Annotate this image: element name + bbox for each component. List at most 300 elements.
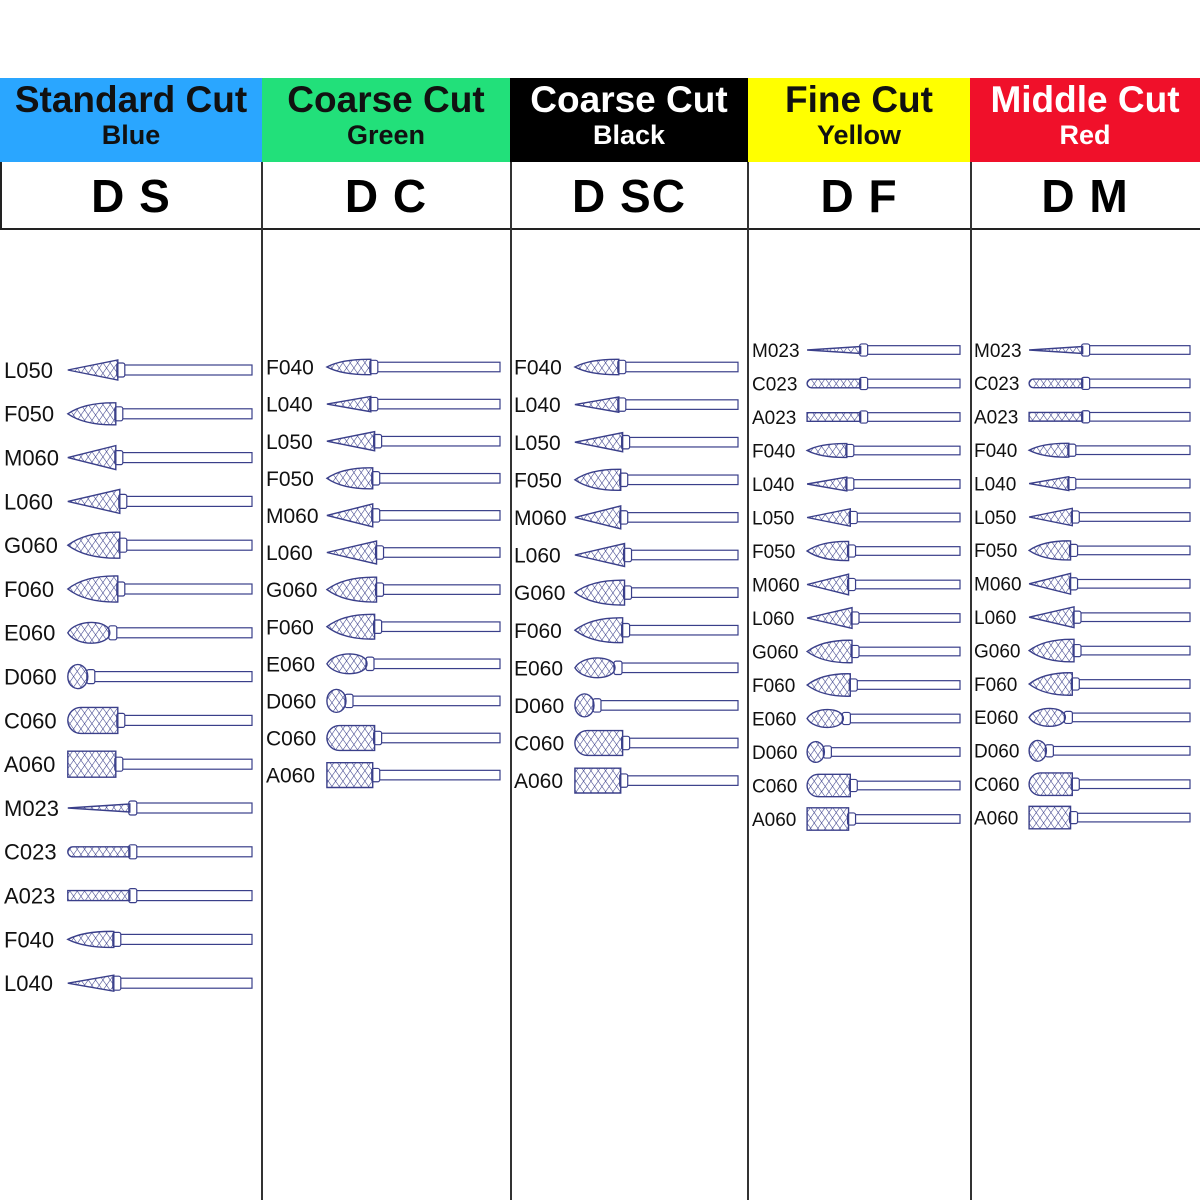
burr-code-label: C023 <box>752 374 798 396</box>
burr-head-crosshatch <box>1029 806 1070 828</box>
burr-code-label: C060 <box>514 732 565 756</box>
burr-head-crosshatch <box>68 403 116 425</box>
burr-head-crosshatch <box>68 622 110 643</box>
burr-code-label: F060 <box>266 616 314 640</box>
burr-item-m060 <box>974 573 1190 595</box>
burr-shank <box>849 714 960 723</box>
burr-code-label: L060 <box>266 542 313 566</box>
burr-item-e060 <box>974 708 1190 729</box>
burr-shank <box>1052 746 1190 755</box>
burr-head-crosshatch <box>1029 379 1083 388</box>
burr-code-label: E060 <box>514 657 564 681</box>
burr-shank <box>629 625 738 635</box>
burr-shank <box>856 781 960 790</box>
color-label: Black <box>592 120 666 150</box>
burr-code-label: G060 <box>266 579 318 603</box>
code-box <box>970 162 1200 230</box>
burr-shank <box>381 733 500 743</box>
burr-head-crosshatch <box>68 446 116 470</box>
burr-head-crosshatch <box>327 468 373 489</box>
burr-shank <box>377 399 500 409</box>
burr-head-crosshatch <box>807 413 861 422</box>
burr-code-label: E060 <box>266 653 316 677</box>
burr-shank <box>124 365 252 375</box>
burr-code-label: F060 <box>514 619 562 643</box>
burr-code-label: L060 <box>4 489 53 515</box>
burr-code-label: E060 <box>974 708 1019 730</box>
burr-item-d060 <box>266 689 500 713</box>
burr-item-m023 <box>4 796 252 821</box>
burr-item-l040 <box>266 394 500 417</box>
burr-item-f060 <box>4 576 252 602</box>
burr-head-crosshatch <box>575 544 625 567</box>
burr-head-crosshatch <box>327 359 371 374</box>
burr-head-crosshatch <box>807 541 848 560</box>
burr-shank <box>1080 613 1190 622</box>
burr-head-crosshatch <box>68 665 88 689</box>
burr-head-crosshatch <box>1029 508 1072 525</box>
burr-shank <box>855 815 960 824</box>
burr-shank <box>136 803 252 813</box>
burr-code-label: F060 <box>4 576 55 602</box>
cut-label: Fine Cut <box>785 79 933 120</box>
column-dsc <box>510 0 748 1200</box>
burr-head-crosshatch <box>575 658 615 678</box>
burr-item-a023 <box>4 884 252 909</box>
burr-head-crosshatch <box>807 710 843 728</box>
burr-shank <box>381 436 500 446</box>
burr-head-crosshatch <box>327 577 377 602</box>
burr-item-c023 <box>4 840 252 865</box>
burr-code-label: F040 <box>4 927 55 953</box>
burr-item-m023 <box>974 341 1190 362</box>
header-df <box>748 78 970 162</box>
burr-code-label: L040 <box>266 393 313 417</box>
cut-label: Standard Cut <box>14 79 248 120</box>
color-label: Yellow <box>816 120 902 150</box>
burr-item-f060 <box>514 618 738 643</box>
column-ds <box>0 0 262 1200</box>
burr-code-label: L050 <box>266 430 313 454</box>
burr-code-label: F040 <box>514 356 562 380</box>
burr-head-crosshatch <box>68 532 120 558</box>
burr-code-label: G060 <box>514 582 566 606</box>
burr-shank <box>629 437 738 447</box>
burr-item-a060 <box>974 806 1190 829</box>
burr-shank <box>122 453 252 463</box>
cut-label: Middle Cut <box>990 79 1180 120</box>
burr-item-e060 <box>266 653 500 676</box>
burr-item-l060 <box>514 544 738 568</box>
burr-item-m023 <box>752 341 960 362</box>
burr-shank <box>855 547 960 556</box>
burr-item-m060 <box>752 574 960 596</box>
burr-shank <box>625 362 738 372</box>
burr-code-label: D060 <box>4 664 57 690</box>
burr-head-crosshatch <box>68 931 114 947</box>
burr-head-crosshatch <box>575 359 619 374</box>
burr-code-label: D060 <box>514 694 565 718</box>
burr-head-crosshatch <box>68 804 130 812</box>
burr-shank <box>126 540 252 550</box>
burr-item-d060 <box>752 742 960 764</box>
burr-code-label: E060 <box>752 709 797 731</box>
burr-shank <box>867 413 960 422</box>
burr-item-f050 <box>974 541 1190 562</box>
burr-item-f060 <box>752 674 960 697</box>
burr-shank <box>379 770 500 780</box>
burr-shank <box>1089 379 1190 388</box>
burr-code-label: C060 <box>266 727 317 751</box>
code-label: D F <box>820 170 898 222</box>
burr-list-df <box>748 300 970 1180</box>
burr-item-g060 <box>752 640 960 663</box>
burr-code-label: E060 <box>4 620 56 646</box>
column-divider <box>970 162 972 1200</box>
burr-item-c060 <box>266 726 500 751</box>
burr-code-label: F050 <box>514 469 562 493</box>
burr-code-label: A060 <box>4 752 56 778</box>
column-divider <box>747 162 749 1200</box>
burr-shank <box>1089 412 1190 421</box>
burr-shank <box>1078 680 1190 689</box>
burr-item-e060 <box>4 621 252 646</box>
burr-diagram <box>970 300 1194 1180</box>
burr-head-crosshatch <box>807 742 824 763</box>
burr-diagram <box>0 300 256 1180</box>
burr-item-a060 <box>514 768 738 793</box>
burr-code-label: F050 <box>974 541 1018 563</box>
burr-shank <box>867 346 960 355</box>
burr-shank <box>867 379 960 388</box>
burr-code-label: L050 <box>752 508 795 530</box>
burr-shank <box>122 759 252 769</box>
burr-head-crosshatch <box>68 489 120 513</box>
burr-code-label: M023 <box>752 340 800 362</box>
burr-head-crosshatch <box>1029 477 1069 491</box>
burr-code-label: L040 <box>4 971 53 997</box>
burr-shank <box>853 446 960 455</box>
burr-item-m060 <box>266 504 500 528</box>
burr-code-label: M060 <box>266 504 319 528</box>
burr-code-label: C023 <box>974 374 1020 396</box>
burr-shank <box>124 715 252 725</box>
burr-shank <box>830 748 960 757</box>
burr-item-f050 <box>752 541 960 562</box>
burr-item-l050 <box>4 358 252 383</box>
burr-item-c060 <box>752 774 960 797</box>
burr-head-crosshatch <box>1029 573 1070 594</box>
burr-shank <box>858 614 960 623</box>
header-dsc <box>510 78 748 162</box>
burr-item-c060 <box>974 773 1190 796</box>
color-label: Blue <box>101 120 161 150</box>
burr-head-crosshatch <box>1029 541 1070 560</box>
burr-item-a060 <box>4 751 252 777</box>
burr-code-label: G060 <box>752 642 799 664</box>
burr-head-crosshatch <box>1029 708 1065 726</box>
burr-code-label: M060 <box>974 574 1022 596</box>
burr-shank <box>627 475 738 485</box>
burr-item-l060 <box>4 489 252 514</box>
burr-diagram <box>262 300 504 1180</box>
burr-code-label: F060 <box>752 675 796 697</box>
column-divider <box>261 162 263 1200</box>
burr-code-label: M060 <box>752 575 800 597</box>
burr-list-dm <box>970 300 1200 1180</box>
burr-item-e060 <box>514 657 738 680</box>
burr-code-label: D060 <box>752 742 798 764</box>
burr-shank <box>631 588 738 598</box>
burr-head-crosshatch <box>807 574 848 595</box>
burr-item-f040 <box>514 357 738 380</box>
burr-item-g060 <box>4 532 252 558</box>
burr-item-g060 <box>974 639 1190 662</box>
burr-shank <box>122 409 252 419</box>
code-label: D SC <box>572 170 686 222</box>
burr-head-crosshatch <box>575 694 594 717</box>
burr-shank <box>1077 579 1190 588</box>
code-label: D C <box>344 170 428 222</box>
burr-head-crosshatch <box>1029 607 1074 628</box>
burr-shank <box>621 663 738 673</box>
burr-head-crosshatch <box>327 689 346 712</box>
burr-item-e060 <box>752 709 960 730</box>
burr-head-crosshatch <box>575 469 621 490</box>
burr-head-crosshatch <box>327 726 375 751</box>
burr-item-f040 <box>4 927 252 952</box>
burr-code-label: F050 <box>752 541 796 563</box>
burr-head-crosshatch <box>807 640 852 663</box>
burr-item-l050 <box>514 432 738 455</box>
burr-code-label: F040 <box>974 441 1018 463</box>
burr-item-m060 <box>4 446 252 471</box>
burr-head-crosshatch <box>807 608 852 629</box>
burr-list-dc <box>262 300 510 1180</box>
burr-head-crosshatch <box>807 444 847 458</box>
burr-head-crosshatch <box>1029 740 1046 761</box>
burr-code-label: M060 <box>514 506 567 530</box>
burr-shank <box>856 513 960 522</box>
burr-code-label: A060 <box>514 770 564 794</box>
burr-shank <box>627 776 738 786</box>
burr-head-crosshatch <box>807 774 850 796</box>
burr-item-l050 <box>752 508 960 529</box>
column-divider <box>510 162 512 1200</box>
burr-diagram <box>748 300 964 1180</box>
burr-code-label: L060 <box>974 608 1017 630</box>
burr-shank <box>856 681 960 690</box>
burr-shank <box>1075 479 1190 488</box>
burr-head-crosshatch <box>575 580 625 605</box>
burr-head-crosshatch <box>575 397 619 412</box>
burr-item-c023 <box>974 374 1190 395</box>
burr-code-label: A060 <box>266 764 316 788</box>
burr-code-label: L040 <box>974 474 1017 496</box>
burr-item-d060 <box>4 665 252 690</box>
cut-label: Coarse Cut <box>530 79 728 120</box>
header-dm <box>970 78 1200 162</box>
burr-shank <box>629 738 738 748</box>
burr-item-d060 <box>514 694 738 718</box>
burr-code-label: A023 <box>4 883 56 909</box>
burr-head-crosshatch <box>68 751 116 777</box>
burr-item-l040 <box>974 474 1190 495</box>
burr-head-crosshatch <box>575 768 621 793</box>
burr-code-label: M060 <box>4 445 60 471</box>
burr-code-label: L050 <box>514 431 561 455</box>
cut-label: Coarse Cut <box>287 79 485 120</box>
burr-item-a023 <box>752 408 960 429</box>
burr-code-label: F050 <box>266 467 314 491</box>
burr-head-crosshatch <box>68 707 118 733</box>
burr-item-l060 <box>974 607 1190 629</box>
burr-code-label: A060 <box>752 809 797 831</box>
burr-shank <box>379 511 500 521</box>
burr-head-crosshatch <box>575 506 621 529</box>
burr-shank <box>136 891 252 901</box>
burr-code-label: F060 <box>974 674 1018 696</box>
burr-item-l040 <box>514 394 738 417</box>
column-dm <box>970 0 1200 1200</box>
burr-head-crosshatch <box>1029 443 1069 457</box>
burr-code-label: F040 <box>752 441 796 463</box>
burr-head-crosshatch <box>327 396 371 411</box>
burr-head-crosshatch <box>575 731 623 756</box>
code-box <box>262 162 510 230</box>
burr-head-crosshatch <box>68 360 118 380</box>
burr-item-f050 <box>4 402 252 427</box>
burr-shank <box>625 400 738 410</box>
burr-shank <box>1078 780 1190 789</box>
burr-code-label: C060 <box>4 708 57 734</box>
burr-item-f060 <box>974 673 1190 696</box>
burr-head-crosshatch <box>327 763 373 788</box>
left-border <box>0 162 2 230</box>
burr-shank <box>383 585 500 595</box>
column-df <box>748 0 970 1200</box>
burr-head-crosshatch <box>327 654 367 674</box>
burr-head-crosshatch <box>1029 673 1072 696</box>
burr-item-d060 <box>974 740 1190 762</box>
burr-head-crosshatch <box>327 432 375 451</box>
burr-code-label: L050 <box>4 357 53 383</box>
code-label: D M <box>1041 170 1129 222</box>
burr-shank <box>379 474 500 484</box>
burr-head-crosshatch <box>807 808 848 830</box>
burr-list-ds <box>0 300 262 1180</box>
burr-item-l040 <box>752 475 960 496</box>
burr-item-l060 <box>266 541 500 565</box>
code-box <box>748 162 970 230</box>
burr-shank <box>1071 713 1190 722</box>
burr-shank <box>627 513 738 523</box>
burr-item-l050 <box>266 431 500 454</box>
burr-code-label: L060 <box>752 608 795 630</box>
burr-code-label: M023 <box>974 340 1022 362</box>
burr-head-crosshatch <box>807 509 850 526</box>
burr-item-f050 <box>266 468 500 491</box>
burr-head-crosshatch <box>327 504 373 527</box>
burr-code-label: A060 <box>974 808 1019 830</box>
burr-shank <box>853 480 960 489</box>
burr-head-crosshatch <box>807 379 861 388</box>
burr-item-a023 <box>974 408 1190 429</box>
burr-head-crosshatch <box>575 618 623 643</box>
burr-code-label: D060 <box>974 741 1020 763</box>
burr-item-a060 <box>752 808 960 831</box>
code-box <box>0 162 262 230</box>
burr-code-label: D060 <box>266 690 317 714</box>
burr-shank <box>1077 546 1190 555</box>
burr-item-g060 <box>514 580 738 605</box>
column-dc <box>262 0 510 1200</box>
burr-shank <box>124 584 252 594</box>
burr-shank <box>116 628 252 638</box>
burr-head-crosshatch <box>327 614 375 639</box>
burr-list-dsc <box>510 300 748 1180</box>
burr-item-a060 <box>266 763 500 788</box>
burr-head-crosshatch <box>1029 412 1083 421</box>
burr-head-crosshatch <box>68 975 114 991</box>
color-label: Red <box>1059 120 1111 150</box>
burr-head-crosshatch <box>807 674 850 697</box>
burr-shank <box>352 696 500 706</box>
burr-shank <box>855 580 960 589</box>
burr-code-label: F050 <box>4 401 55 427</box>
burr-shank <box>94 672 252 682</box>
burr-item-l060 <box>752 608 960 630</box>
burr-diagram <box>510 300 742 1180</box>
code-box <box>510 162 748 230</box>
code-label: D S <box>91 170 171 222</box>
burr-code-label: L040 <box>752 474 795 496</box>
burr-shank <box>1075 446 1190 455</box>
burr-code-label: G060 <box>974 641 1021 663</box>
burr-shank <box>631 550 738 560</box>
burr-item-f040 <box>266 357 500 380</box>
burr-head-crosshatch <box>1029 639 1074 662</box>
burr-item-l040 <box>4 971 252 996</box>
burr-head-crosshatch <box>68 847 130 857</box>
burr-code-label: A023 <box>752 407 797 429</box>
burr-shank <box>126 496 252 506</box>
header-ds <box>0 78 262 162</box>
burr-shank <box>120 978 252 988</box>
burr-code-label: L050 <box>974 507 1017 529</box>
burr-item-m060 <box>514 506 738 530</box>
burr-head-crosshatch <box>575 433 623 452</box>
burr-shank <box>373 659 500 669</box>
burr-item-f040 <box>974 441 1190 462</box>
burr-shank <box>600 701 738 711</box>
burr-item-f040 <box>752 441 960 462</box>
burr-code-label: M023 <box>4 795 60 821</box>
burr-shank <box>120 934 252 944</box>
burr-code-label: A023 <box>974 407 1019 429</box>
burr-shank <box>136 847 252 857</box>
burr-code-label: L040 <box>514 394 561 418</box>
burr-item-f050 <box>514 469 738 492</box>
burr-shank <box>1089 346 1190 355</box>
burr-item-c060 <box>514 731 738 756</box>
burr-code-label: G060 <box>4 533 58 559</box>
burr-item-c023 <box>752 374 960 395</box>
header-dc <box>262 78 510 162</box>
burr-head-crosshatch <box>327 541 377 564</box>
burr-code-label: F040 <box>266 356 314 380</box>
burr-shank <box>1080 646 1190 655</box>
